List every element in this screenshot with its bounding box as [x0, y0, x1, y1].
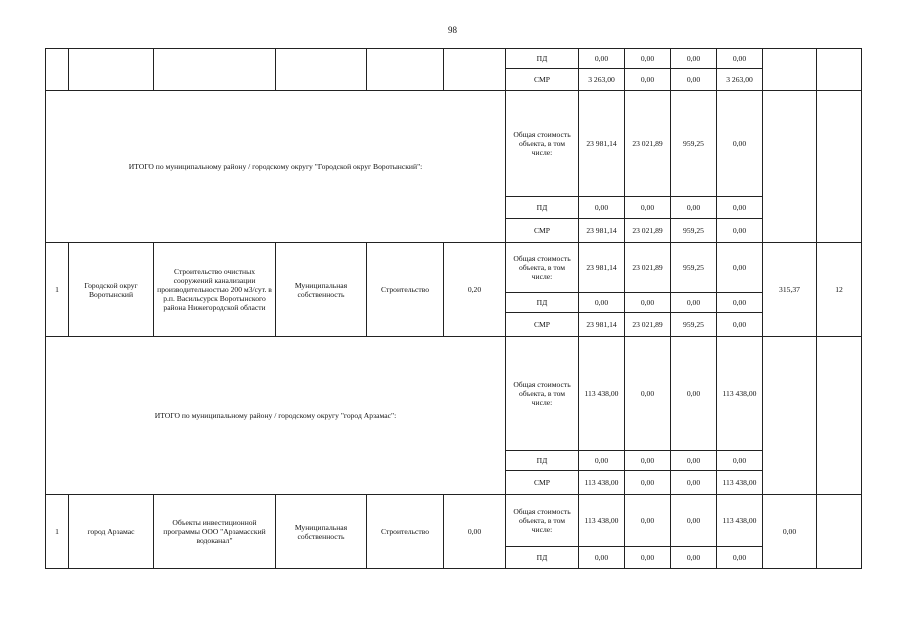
stage-label-total: Общая стоимость объекта, в том числе:: [506, 337, 579, 451]
value-cell: 113 438,00: [579, 495, 625, 547]
stage-label-pd: ПД: [506, 451, 579, 471]
value-cell: 0,00: [625, 495, 671, 547]
value-cell: 0,00: [579, 451, 625, 471]
work-type-cell: Строительство: [367, 495, 444, 569]
value-cell: 315,37: [763, 243, 817, 337]
cell-empty: [46, 49, 69, 91]
value-cell: 0,00: [671, 69, 717, 91]
value-cell: 0,00: [717, 197, 763, 219]
value-cell: 0,00: [625, 451, 671, 471]
value-cell: 0,00: [717, 293, 763, 313]
value-cell: 0,00: [671, 197, 717, 219]
value-cell: 23 981,14: [579, 219, 625, 243]
value-cell: 0,00: [717, 547, 763, 569]
stage-label-pd: ПД: [506, 197, 579, 219]
investment-table: [45, 48, 862, 569]
total-label-vorotynsky: ИТОГО по муниципальному району / городскому округу "Городской округ Воротынский":: [46, 91, 506, 243]
stage-label-pd: ПД: [506, 49, 579, 69]
value-cell: 113 438,00: [717, 337, 763, 451]
table-row: [46, 49, 862, 69]
object-name-cell: Объекты инвестиционной программы ООО "Арзамасский водоканал": [154, 495, 276, 569]
value-cell: 0,00: [717, 451, 763, 471]
table-row: [46, 495, 862, 547]
value-cell: 3 263,00: [717, 69, 763, 91]
value-cell: 23 981,14: [579, 313, 625, 337]
page-number: 98: [448, 25, 457, 35]
value-cell: 3 263,00: [579, 69, 625, 91]
value-cell: 113 438,00: [579, 471, 625, 495]
value-cell: 0,00: [579, 49, 625, 69]
ownership-cell: Муниципальная собственность: [276, 243, 367, 337]
value-cell: 0,00: [717, 49, 763, 69]
value-cell: 23 021,89: [625, 91, 671, 197]
work-type-cell: Строительство: [367, 243, 444, 337]
value-cell: 0,00: [717, 313, 763, 337]
cell-empty: [817, 495, 862, 569]
value-cell: 0,00: [671, 293, 717, 313]
table-row: [46, 337, 862, 451]
value-cell: 0,00: [717, 91, 763, 197]
value-cell: 12: [817, 243, 862, 337]
capacity-cell: 0,00: [444, 495, 506, 569]
value-cell: 0,00: [579, 197, 625, 219]
value-cell: 113 438,00: [717, 495, 763, 547]
object-name-cell: Строительство очистных сооружений канализации производительностью 200 м3/сут. в р.п. Васильсурск Воротынского района Нижегородской области: [154, 243, 276, 337]
stage-label-pd: ПД: [506, 547, 579, 569]
value-cell: 23 021,89: [625, 313, 671, 337]
value-cell: 23 021,89: [625, 219, 671, 243]
value-cell: 23 981,14: [579, 91, 625, 197]
value-cell: 959,25: [671, 91, 717, 197]
cell-empty: [763, 49, 817, 91]
value-cell: 0,00: [717, 219, 763, 243]
total-label-arzamas: ИТОГО по муниципальному району / городскому округу "город Арзамас":: [46, 337, 506, 495]
value-cell: 0,00: [625, 471, 671, 495]
municipality-cell: город Арзамас: [69, 495, 154, 569]
value-cell: 0,00: [625, 293, 671, 313]
value-cell: 0,00: [671, 451, 717, 471]
value-cell: 0,00: [625, 547, 671, 569]
cell-empty: [69, 49, 154, 91]
value-cell: 959,25: [671, 313, 717, 337]
cell-empty: [276, 49, 367, 91]
value-cell: 0,00: [671, 495, 717, 547]
cell-empty: [817, 337, 862, 495]
value-cell: 0,00: [671, 547, 717, 569]
value-cell: 959,25: [671, 219, 717, 243]
value-cell: 0,00: [625, 337, 671, 451]
cell-empty: [367, 49, 444, 91]
municipality-cell: Городской округ Воротынский: [69, 243, 154, 337]
value-cell: 0,00: [717, 243, 763, 293]
value-cell: 0,00: [579, 293, 625, 313]
value-cell: 0,00: [671, 49, 717, 69]
value-cell: 0,00: [625, 69, 671, 91]
cell-empty: [763, 337, 817, 495]
stage-label-total: Общая стоимость объекта, в том числе:: [506, 91, 579, 197]
value-cell: 0,00: [625, 49, 671, 69]
cell-empty: [154, 49, 276, 91]
value-cell: 0,00: [579, 547, 625, 569]
cell-empty: [763, 91, 817, 243]
stage-label-pd: ПД: [506, 293, 579, 313]
value-cell: 0,00: [763, 495, 817, 569]
value-cell: 0,00: [625, 197, 671, 219]
cell-empty: [817, 49, 862, 91]
cell-empty: [817, 91, 862, 243]
cell-empty: [444, 49, 506, 91]
value-cell: 0,00: [671, 337, 717, 451]
table-row: [46, 243, 862, 293]
value-cell: 959,25: [671, 243, 717, 293]
row-number: 1: [46, 243, 69, 337]
stage-label-smr: СМР: [506, 219, 579, 243]
ownership-cell: Муниципальная собственность: [276, 495, 367, 569]
value-cell: 23 021,89: [625, 243, 671, 293]
capacity-cell: 0,20: [444, 243, 506, 337]
stage-label-smr: СМР: [506, 69, 579, 91]
stage-label-smr: СМР: [506, 471, 579, 495]
value-cell: 23 981,14: [579, 243, 625, 293]
value-cell: 113 438,00: [717, 471, 763, 495]
value-cell: 113 438,00: [579, 337, 625, 451]
value-cell: 0,00: [671, 471, 717, 495]
stage-label-smr: СМР: [506, 313, 579, 337]
table-row: [46, 91, 862, 197]
row-number: 1: [46, 495, 69, 569]
stage-label-total: Общая стоимость объекта, в том числе:: [506, 243, 579, 293]
stage-label-total: Общая стоимость объекта, в том числе:: [506, 495, 579, 547]
